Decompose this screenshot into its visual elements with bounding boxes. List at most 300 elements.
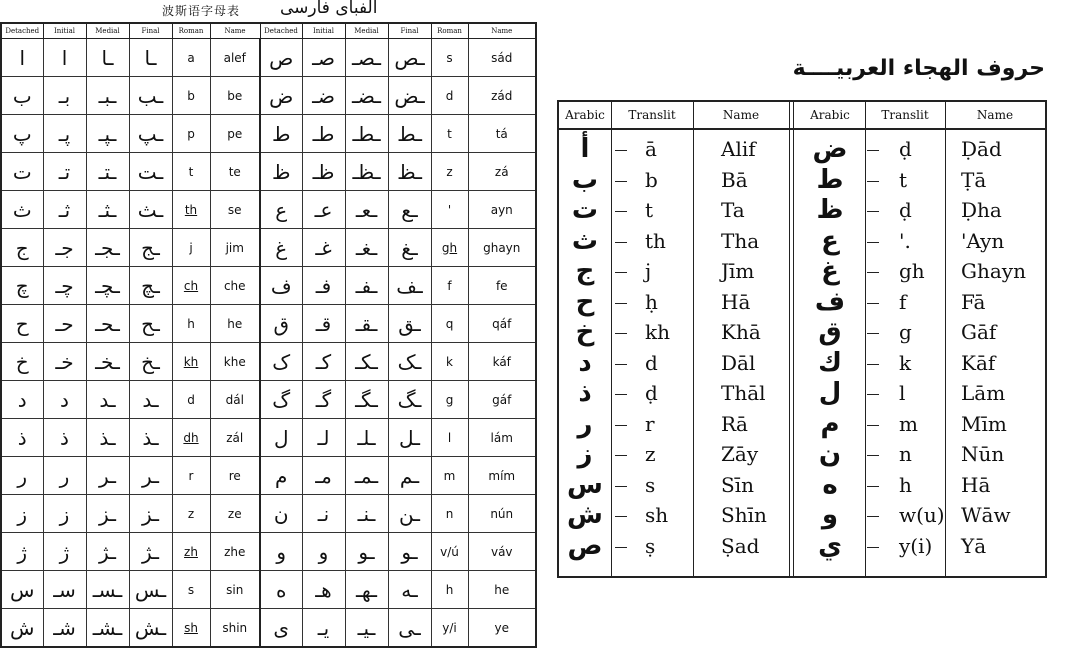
row-dash (615, 394, 627, 395)
roman-cell: m (431, 457, 468, 495)
letter-detached: ض (260, 77, 302, 115)
roman-cell: s (431, 39, 468, 77)
roman-cell: h (172, 305, 210, 343)
letter-final: ـع (388, 191, 431, 229)
letter-initial: ژ (43, 533, 86, 571)
header-detached: Detached (1, 23, 43, 39)
letter-final: ـت (129, 153, 172, 191)
roman-cell: k (431, 343, 468, 381)
letter-detached: ش (1, 609, 43, 648)
roman-cell: gh (431, 229, 468, 267)
translit-cell: ḥ (645, 289, 658, 314)
title-chinese: 波斯语字母表 (162, 4, 241, 18)
letter-name-cell: Ta (721, 198, 745, 222)
roman-cell: ' (431, 191, 468, 229)
row-dash (615, 211, 627, 212)
header-arabic: Arabic (559, 102, 611, 130)
arabic-letter: خ (575, 317, 595, 347)
letter-detached: م (260, 457, 302, 495)
letter-initial: شـ (43, 609, 86, 648)
letter-medial: ـیـ (345, 609, 388, 648)
letter-final: ـط (388, 115, 431, 153)
letter-initial: ثـ (43, 191, 86, 229)
letter-detached: و (260, 533, 302, 571)
letter-detached: ز (1, 495, 43, 533)
header-final: Final (129, 23, 172, 39)
translit-cell: gh (899, 259, 925, 283)
letter-detached: ق (260, 305, 302, 343)
arabic-table-title: حروف الهجاء العربيــــة (792, 56, 1045, 81)
letter-medial: ـفـ (345, 267, 388, 305)
letter-final: ـس (129, 571, 172, 609)
letter-medial: ـو (345, 533, 388, 571)
letter-initial: نـ (302, 495, 345, 533)
letter-name-cell: Ṣad (721, 533, 760, 558)
letter-name-cell: Hā (961, 472, 991, 497)
letter-medial: ـپـ (86, 115, 129, 153)
row-dash (615, 486, 627, 487)
letter-name-cell: Yā (961, 533, 987, 558)
translit-cell: ḍ (645, 381, 658, 405)
letter-medial: ـز (86, 495, 129, 533)
letter-initial: بـ (43, 77, 86, 115)
letter-name-cell: Dāl (721, 350, 756, 375)
letter-medial: ـهـ (345, 571, 388, 609)
persian-table-title (0, 0, 533, 22)
letter-final: ـق (388, 305, 431, 343)
column-divider (865, 102, 866, 576)
arabic-letter: ق (818, 317, 842, 347)
roman-cell: p (172, 115, 210, 153)
translit-cell: b (645, 167, 658, 192)
letter-detached: ط (260, 115, 302, 153)
roman-cell: zh (172, 533, 210, 571)
arabic-letter: ض (812, 134, 848, 164)
table-row (1, 419, 536, 457)
arabic-letter: ش (567, 500, 603, 530)
translit-cell: t (645, 198, 654, 222)
letter-initial: جـ (43, 229, 86, 267)
letter-name-cell: Thāl (721, 381, 766, 405)
row-dash (615, 242, 627, 243)
table-row (1, 39, 536, 77)
letter-medial: ـضـ (345, 77, 388, 115)
letter-name-cell: Alif (721, 137, 756, 161)
letter-final: ـظ (388, 153, 431, 191)
row-dash (615, 333, 627, 334)
header-translit: Translit (611, 102, 693, 130)
translit-cell: l (899, 381, 906, 405)
name-cell: che (210, 267, 260, 305)
arabic-letter: ظ (816, 195, 844, 225)
roman-cell: j (172, 229, 210, 267)
name-cell: váv (468, 533, 536, 571)
row-dash (867, 516, 879, 517)
name-cell: alef (210, 39, 260, 77)
table-row (1, 305, 536, 343)
roman-cell: dh (172, 419, 210, 457)
letter-detached: ذ (1, 419, 43, 457)
name-cell: ghayn (468, 229, 536, 267)
arabic-letter: أ (580, 134, 590, 164)
row-dash (867, 181, 879, 182)
letter-detached: ع (260, 191, 302, 229)
header-translit: Translit (865, 102, 945, 130)
row-dash (615, 272, 627, 273)
header-name: Name (468, 23, 536, 39)
roman-cell: z (172, 495, 210, 533)
arabic-letter: و (821, 500, 839, 530)
letter-medial: ـا (86, 39, 129, 77)
letter-medial: ـصـ (345, 39, 388, 77)
letter-initial: و (302, 533, 345, 571)
name-cell: ze (210, 495, 260, 533)
translit-cell: s (645, 472, 656, 497)
letter-medial: ـد (86, 381, 129, 419)
translit-cell: r (645, 411, 655, 436)
row-dash (867, 242, 879, 243)
table-row (1, 381, 536, 419)
header-arabic: Arabic (795, 102, 865, 130)
letter-name-cell: Wāw (961, 503, 1011, 527)
arabic-letter: ت (571, 195, 599, 225)
translit-cell: n (899, 442, 912, 466)
letter-final: ـچ (129, 267, 172, 305)
letter-medial: ـگـ (345, 381, 388, 419)
translit-cell: t (899, 167, 908, 192)
letter-medial: ـچـ (86, 267, 129, 305)
letter-final: ـح (129, 305, 172, 343)
name-cell: be (210, 77, 260, 115)
row-dash (867, 425, 879, 426)
row-dash (615, 181, 627, 182)
arabic-letter: ن (818, 439, 842, 469)
letter-detached: ف (260, 267, 302, 305)
table-header-row (1, 23, 536, 39)
roman-cell: q (431, 305, 468, 343)
letter-initial: هـ (302, 571, 345, 609)
name-cell: fe (468, 267, 536, 305)
name-cell: shin (210, 609, 260, 648)
letter-name-cell: Ghayn (961, 259, 1026, 283)
translit-cell: ṣ (645, 533, 656, 558)
table-row (1, 115, 536, 153)
letter-name-cell: Nūn (961, 442, 1005, 466)
letter-initial: طـ (302, 115, 345, 153)
letter-detached: ه (260, 571, 302, 609)
letter-final: ـل (388, 419, 431, 457)
letter-name-cell: Tha (721, 228, 760, 253)
letter-final: ـف (388, 267, 431, 305)
table-row (1, 267, 536, 305)
letter-final: ـن (388, 495, 431, 533)
letter-detached: ث (1, 191, 43, 229)
letter-final: ـص (388, 39, 431, 77)
letter-final: ـذ (129, 419, 172, 457)
roman-cell: a (172, 39, 210, 77)
letter-medial: ـثـ (86, 191, 129, 229)
letter-medial: ـجـ (86, 229, 129, 267)
translit-cell: j (645, 259, 652, 283)
arabic-letter: س (567, 469, 603, 500)
translit-cell: k (899, 350, 912, 375)
letter-final: ـپ (129, 115, 172, 153)
name-cell: he (468, 571, 536, 609)
letter-name-cell: Sīn (721, 472, 754, 497)
arabic-letter: ج (575, 256, 595, 286)
letter-name-cell: Hā (721, 289, 751, 314)
arabic-letter: ط (816, 164, 844, 195)
letter-initial: فـ (302, 267, 345, 305)
letter-detached: خ (1, 343, 43, 381)
name-cell: re (210, 457, 260, 495)
letter-name-cell: Ḍād (961, 137, 1002, 161)
letter-detached: غ (260, 229, 302, 267)
table-row (1, 457, 536, 495)
roman-cell: n (431, 495, 468, 533)
letter-final: ـگ (388, 381, 431, 419)
table-row (1, 571, 536, 609)
letter-detached: ج (1, 229, 43, 267)
letter-name-cell: Fā (961, 289, 986, 314)
translit-cell: ḍ (899, 198, 912, 222)
letter-final: ـک (388, 343, 431, 381)
row-dash (867, 211, 879, 212)
translit-cell: m (899, 411, 918, 436)
arabic-letter: ع (821, 225, 839, 256)
letter-name-cell: Mīm (961, 411, 1007, 436)
row-dash (867, 547, 879, 548)
letter-final: ـز (129, 495, 172, 533)
header-initial: Initial (43, 23, 86, 39)
name-cell: te (210, 153, 260, 191)
letter-initial: عـ (302, 191, 345, 229)
letter-medial: ـژ (86, 533, 129, 571)
column-divider (693, 102, 694, 576)
name-cell: gáf (468, 381, 536, 419)
roman-cell: h (431, 571, 468, 609)
letter-detached: ب (1, 77, 43, 115)
roman-cell: sh (172, 609, 210, 648)
translit-cell: z (645, 442, 656, 466)
letter-initial: پـ (43, 115, 86, 153)
letter-initial: ذ (43, 419, 86, 457)
arabic-letter: ل (818, 378, 842, 408)
row-dash (867, 455, 879, 456)
arabic-alphabet-table (557, 100, 1047, 578)
letter-name-cell: Ḍha (961, 198, 1002, 222)
header-divider (559, 128, 1045, 130)
letter-name-cell: 'Ayn (961, 228, 1005, 253)
arabic-letter: ث (571, 225, 599, 256)
letter-medial: ـشـ (86, 609, 129, 648)
roman-cell: kh (172, 343, 210, 381)
letter-initial: حـ (43, 305, 86, 343)
letter-final: ـض (388, 77, 431, 115)
roman-cell: g (431, 381, 468, 419)
name-cell: nún (468, 495, 536, 533)
arabic-letter: ح (575, 286, 595, 317)
letter-initial: لـ (302, 419, 345, 457)
letter-detached: پ (1, 115, 43, 153)
row-dash (615, 364, 627, 365)
name-cell: khe (210, 343, 260, 381)
letter-initial: مـ (302, 457, 345, 495)
letter-name-cell: Gāf (961, 320, 997, 344)
letter-final: ـژ (129, 533, 172, 571)
letter-medial: ـعـ (345, 191, 388, 229)
letter-detached: ت (1, 153, 43, 191)
arabic-letter: ه (822, 469, 838, 500)
translit-cell: ā (645, 137, 657, 161)
header-medial: Medial (345, 23, 388, 39)
roman-cell: r (172, 457, 210, 495)
translit-cell: d (645, 350, 658, 375)
letter-initial: صـ (302, 39, 345, 77)
letter-final: ـی (388, 609, 431, 648)
letter-detached: ن (260, 495, 302, 533)
table-row (1, 229, 536, 267)
header-detached: Detached (260, 23, 302, 39)
letter-initial: د (43, 381, 86, 419)
header-initial: Initial (302, 23, 345, 39)
translit-cell: th (645, 228, 666, 253)
name-cell: ye (468, 609, 536, 648)
name-cell: zád (468, 77, 536, 115)
letter-detached: گ (260, 381, 302, 419)
letter-initial: ر (43, 457, 86, 495)
letter-initial: یـ (302, 609, 345, 648)
roman-cell: y/i (431, 609, 468, 648)
translit-cell: w(u) (899, 503, 945, 527)
translit-cell: kh (645, 320, 670, 344)
roman-cell: t (172, 153, 210, 191)
letter-initial: خـ (43, 343, 86, 381)
table-row (1, 533, 536, 571)
row-dash (867, 333, 879, 334)
row-dash (615, 150, 627, 151)
name-cell: qáf (468, 305, 536, 343)
letter-detached: ژ (1, 533, 43, 571)
roman-cell: t (431, 115, 468, 153)
letter-name-cell: Kāf (961, 350, 996, 375)
letter-initial: قـ (302, 305, 345, 343)
letter-detached: ح (1, 305, 43, 343)
table-row (1, 153, 536, 191)
translit-cell: sh (645, 503, 669, 527)
roman-cell: ch (172, 267, 210, 305)
letter-medial: ـقـ (345, 305, 388, 343)
arabic-letter: ك (818, 347, 842, 378)
arabic-letter: م (820, 408, 840, 439)
row-dash (615, 516, 627, 517)
name-cell: lám (468, 419, 536, 457)
letter-final: ـا (129, 39, 172, 77)
name-cell: mím (468, 457, 536, 495)
arabic-letter: د (578, 347, 592, 378)
arabic-letter: ذ (578, 378, 592, 408)
row-dash (867, 486, 879, 487)
header-name: Name (945, 102, 1045, 130)
header-roman: Roman (172, 23, 210, 39)
table-row (1, 343, 536, 381)
letter-name-cell: Zāy (721, 442, 759, 466)
letter-medial: ـمـ (345, 457, 388, 495)
letter-initial: ظـ (302, 153, 345, 191)
letter-medial: ـبـ (86, 77, 129, 115)
table-row (1, 495, 536, 533)
column-divider (945, 102, 946, 576)
row-dash (615, 425, 627, 426)
letter-final: ـش (129, 609, 172, 648)
name-cell: zál (210, 419, 260, 457)
letter-medial: ـذ (86, 419, 129, 457)
translit-cell: g (899, 320, 912, 344)
letter-initial: سـ (43, 571, 86, 609)
letter-medial: ـغـ (345, 229, 388, 267)
header-medial: Medial (86, 23, 129, 39)
row-dash (615, 303, 627, 304)
letter-detached: ظ (260, 153, 302, 191)
title-persian: الفبای فارسی (280, 0, 378, 18)
name-cell: pe (210, 115, 260, 153)
arabic-letter: غ (821, 256, 839, 286)
letter-medial: ـسـ (86, 571, 129, 609)
row-dash (615, 547, 627, 548)
column-divider (611, 102, 612, 576)
letter-medial: ـر (86, 457, 129, 495)
arabic-letter: ز (577, 439, 593, 469)
letter-medial: ـظـ (345, 153, 388, 191)
letter-detached: ر (1, 457, 43, 495)
letter-final: ـد (129, 381, 172, 419)
arabic-letter: ي (818, 530, 842, 561)
arabic-letter: ف (814, 286, 846, 317)
name-cell: ayn (468, 191, 536, 229)
letter-final: ـم (388, 457, 431, 495)
letter-name-cell: Jīm (721, 259, 755, 283)
letter-name-cell: Shīn (721, 503, 767, 527)
table-row (1, 191, 536, 229)
table-row (1, 609, 536, 648)
header-name: Name (693, 102, 789, 130)
letter-name-cell: Ṭā (961, 167, 987, 192)
letter-initial: کـ (302, 343, 345, 381)
arabic-letter: ب (571, 164, 599, 195)
letter-initial: غـ (302, 229, 345, 267)
row-dash (615, 455, 627, 456)
letter-detached: ص (260, 39, 302, 77)
letter-detached: ی (260, 609, 302, 648)
letter-name-cell: Rā (721, 411, 748, 436)
letter-final: ـر (129, 457, 172, 495)
roman-cell: s (172, 571, 210, 609)
letter-medial: ـلـ (345, 419, 388, 457)
letter-detached: ل (260, 419, 302, 457)
roman-cell: b (172, 77, 210, 115)
letter-medial: ـنـ (345, 495, 388, 533)
name-cell: sád (468, 39, 536, 77)
letter-medial: ـحـ (86, 305, 129, 343)
roman-cell: th (172, 191, 210, 229)
roman-cell: f (431, 267, 468, 305)
translit-cell: y(i) (899, 533, 933, 558)
name-cell: zá (468, 153, 536, 191)
letter-final: ـخ (129, 343, 172, 381)
double-column-divider (789, 102, 794, 576)
name-cell: jim (210, 229, 260, 267)
letter-initial: ا (43, 39, 86, 77)
